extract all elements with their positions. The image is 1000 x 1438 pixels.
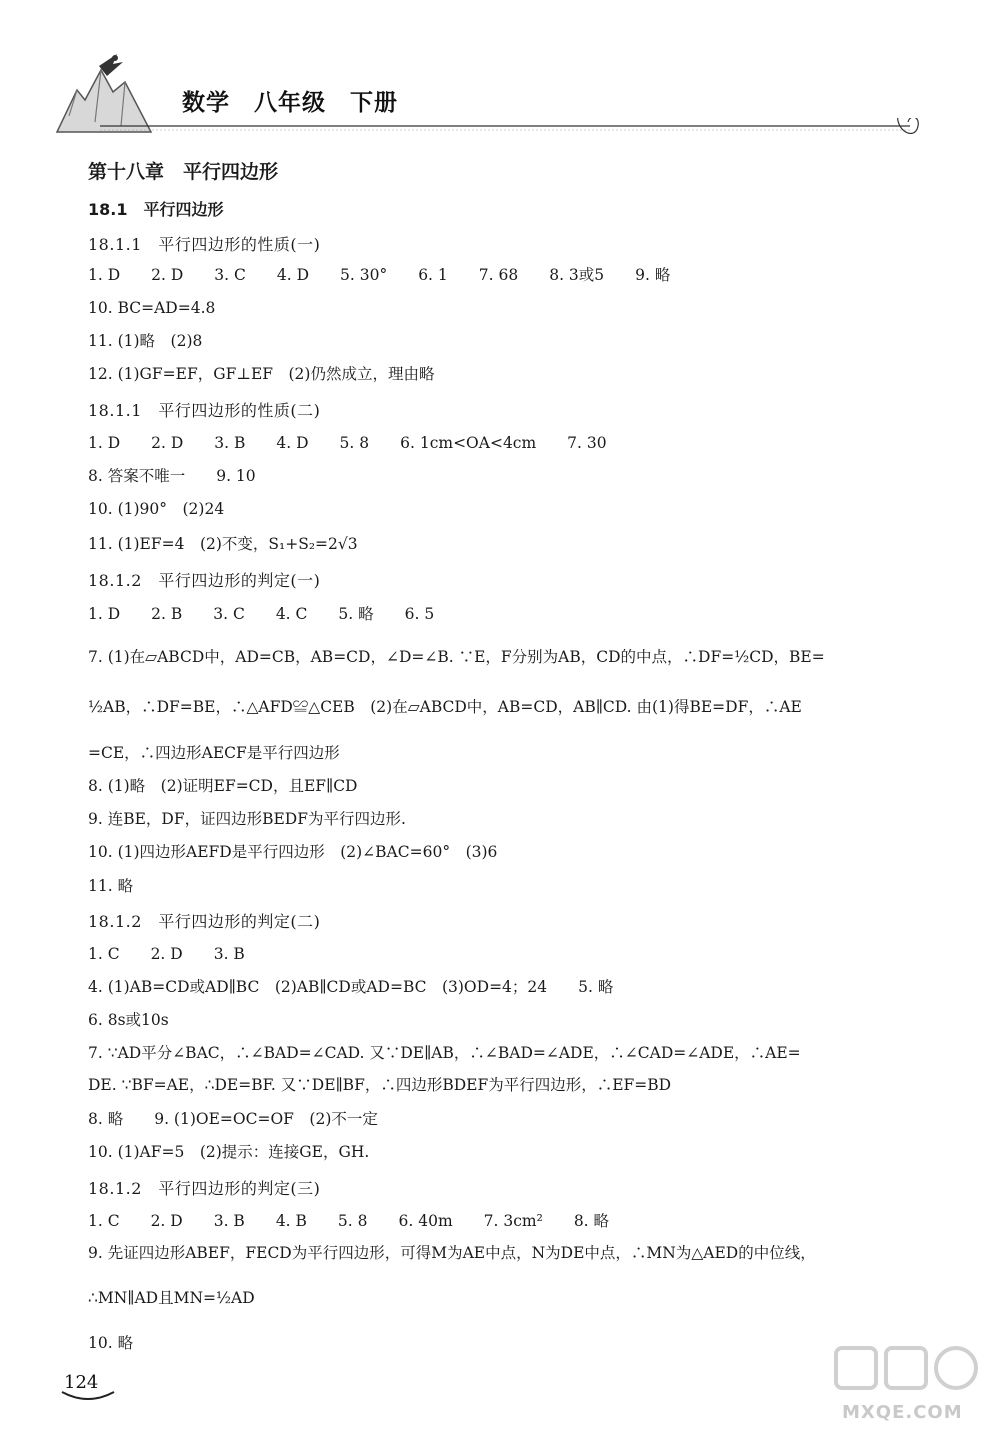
answer-line: 10. BC=AD=4.8 [88, 299, 216, 317]
answer-line: 11. (1)略 (2)8 [88, 332, 203, 350]
section-title: 18.1 平行四边形 [88, 200, 224, 219]
subsection-heading: 18.1.2 平行四边形的判定(一) [88, 571, 321, 590]
answer-line: 8. 略 9. (1)OE=OC=OF (2)不一定 [88, 1110, 378, 1128]
answer-line: ∴MN∥AD且MN=½AD [88, 1289, 255, 1307]
answer-line: 1. C 2. D 3. B [88, 945, 245, 963]
page-header [0, 0, 1000, 150]
subsection-heading: 18.1.1 平行四边形的性质(二) [88, 401, 321, 420]
answer-line: =CE，∴四边形AECF是平行四边形 [88, 744, 340, 762]
answer-line: 8. (1)略 (2)证明EF=CD，且EF∥CD [88, 777, 358, 795]
answer-line: 11. 略 [88, 877, 134, 895]
page-number-swoosh [60, 1388, 116, 1404]
answer-line: ½AB，∴DF=BE，∴△AFD≌△CEB (2)在▱ABCD中，AB=CD，AB∥CD. 由(1)得BE=DF，∴AE [88, 698, 802, 716]
answer-line: 8. 答案不唯一 9. 10 [88, 467, 256, 485]
answer-line: 1. C 2. D 3. B 4. B 5. 8 6. 40m 7. 3cm² 8. 略 [88, 1212, 610, 1230]
answer-line: 1. D 2. D 3. C 4. D 5. 30° 6. 1 7. 68 8. 3或5 9. 略 [88, 266, 671, 284]
subsection-heading: 18.1.1 平行四边形的性质(一) [88, 235, 321, 254]
subsection-heading: 18.1.2 平行四边形的判定(三) [88, 1179, 321, 1198]
watermark-url: MXQE.COM [842, 1402, 963, 1423]
answer-line: 4. (1)AB=CD或AD∥BC (2)AB∥CD或AD=BC (3)OD=4；24 5. 略 [88, 978, 614, 996]
answer-line: 12. (1)GF=EF，GF⊥EF (2)仍然成立，理由略 [88, 365, 435, 383]
answer-line: 10. (1)90° (2)24 [88, 500, 225, 518]
answer-line: 1. D 2. B 3. C 4. C 5. 略 6. 5 [88, 605, 435, 623]
answer-line: 9. 连BE，DF，证四边形BEDF为平行四边形. [88, 810, 406, 828]
answer-line: 10. 略 [88, 1334, 134, 1352]
page-number: 124 [64, 1372, 99, 1393]
subject-title: 数学 八年级 下册 [182, 90, 398, 116]
answer-line: 7. ∵AD平分∠BAC，∴∠BAD=∠CAD. 又∵DE∥AB，∴∠BAD=∠ADE，∴∠CAD=∠ADE，∴AE= [88, 1044, 801, 1062]
answer-line: 6. 8s或10s [88, 1011, 169, 1029]
answer-line: 1. D 2. D 3. B 4. D 5. 8 6. 1cm<OA<4cm 7. 30 [88, 434, 607, 452]
header-rule [100, 118, 930, 148]
chapter-title: 第十八章 平行四边形 [88, 161, 279, 183]
answer-line: 9. 先证四边形ABEF，FECD为平行四边形，可得M为AE中点，N为DE中点，∴MN为△AED的中位线， [88, 1244, 816, 1262]
subsection-heading: 18.1.2 平行四边形的判定(二) [88, 912, 321, 931]
answer-line: DE. ∵BF=AE，∴DE=BF. 又∵DE∥BF，∴四边形BDEF为平行四边形，∴EF=BD [88, 1076, 672, 1094]
answer-line: 7. (1)在▱ABCD中，AD=CB，AB=CD，∠D=∠B. ∵E，F分别为AB，CD的中点，∴DF=½CD，BE= [88, 648, 825, 666]
answer-line: 11. (1)EF=4 (2)不变，S₁+S₂=2√3 [88, 535, 358, 553]
answer-line: 10. (1)四边形AEFD是平行四边形 (2)∠BAC=60° (3)6 [88, 843, 498, 861]
answer-line: 10. (1)AF=5 (2)提示：连接GE，GH. [88, 1143, 370, 1161]
